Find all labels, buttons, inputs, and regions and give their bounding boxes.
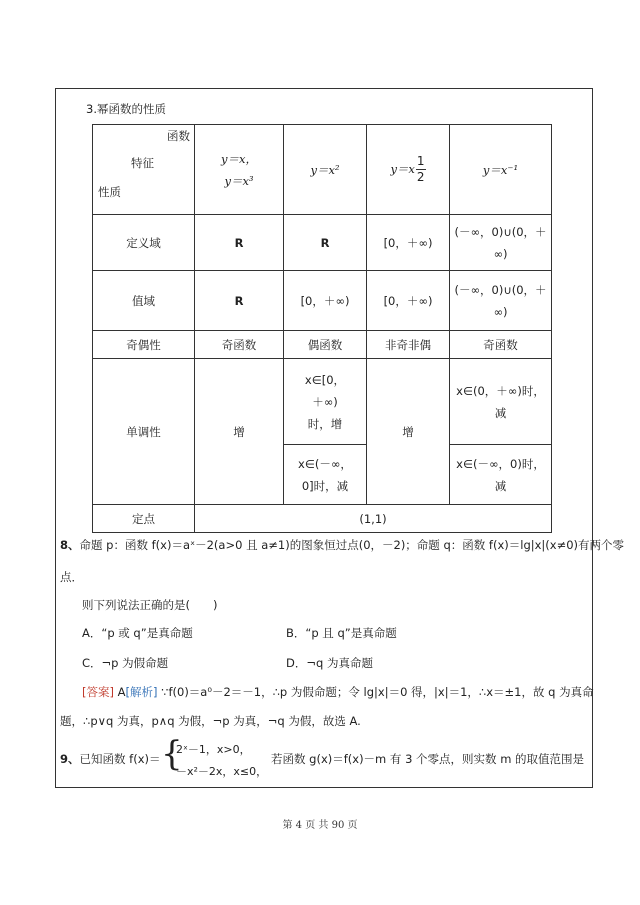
section-title: 3.幂函数的性质	[86, 102, 166, 116]
q8-analysis-line2: 题，∴p∨q 为真，p∧q 为假，¬p 为真，¬q 为假，故选 A.	[60, 714, 361, 728]
row-label-range: 值域	[93, 271, 195, 331]
q8-option-a: A．“p 或 q”是真命题	[82, 626, 193, 640]
answer-value: A	[117, 685, 126, 699]
header-mid: 特征	[131, 156, 154, 170]
header-bottom: 性质	[98, 185, 121, 199]
row-label-monotonicity: 单调性	[93, 359, 195, 505]
row-label-fixed-point: 定点	[93, 505, 195, 533]
q8-line1: 8、命题 p：函数 f(x)＝aˣ－2(a>0 且 a≠1)的图象恒过点(0，－2)；命题 q：函数 f(x)＝lg|x|(x≠0)有两个零	[60, 538, 625, 552]
content-frame	[55, 88, 625, 788]
q8-option-b: B．“p 且 q”是真命题	[286, 626, 397, 640]
col-head-3: y＝x $\frac{1}{2}$	[367, 125, 450, 215]
header-top: 函数	[167, 129, 190, 143]
power-function-table: 函数 特征 性质 y＝x， y＝x³ y＝x² y＝x $\frac{1}{2}$ y＝x⁻¹ 定义域 R R [0，＋∞) (－∞，0)∪(0，＋ ∞) 值域 R [0，＋∞) [0，＋∞) (－∞，0)∪(0，＋ ∞) 奇偶性 奇函数 偶函数 非奇非偶 奇函数 单调性 增 x∈[0， ＋∞) 时，增 增 x∈(0，＋∞)时， 减 x∈(－∞， 0]时，减 x∈(－∞，0)时， 减 定点 (1,1)	[92, 124, 552, 533]
piecewise-brace: {	[161, 734, 183, 774]
q9-number: 9、	[60, 752, 80, 766]
q8-prompt: 则下列说法正确的是( )	[82, 598, 218, 612]
q8-option-c: C．¬p 为假命题	[82, 656, 169, 670]
q9-case2: －x²－2x，x≤0，	[176, 765, 268, 778]
answer-tag: [答案]	[82, 685, 114, 699]
row-label-domain: 定义域	[93, 215, 195, 271]
q9-lead: 9、已知函数 f(x)＝	[60, 752, 161, 766]
col-head-4: y＝x⁻¹	[450, 125, 552, 215]
page-footer: 第 4 页 共 90 页	[282, 820, 358, 831]
row-label-parity: 奇偶性	[93, 331, 195, 359]
analysis-tag: [解析]	[125, 685, 158, 699]
col-head-2: y＝x²	[284, 125, 367, 215]
col-head-1: y＝x， y＝x³	[195, 125, 284, 215]
q8-option-d: D．¬q 为真命题	[286, 656, 373, 670]
q8-number: 8、	[60, 538, 80, 552]
q8-line2: 点．	[60, 570, 83, 584]
q9-case1: 2ˣ－1，x>0，	[176, 743, 251, 756]
q9-rest: 若函数 g(x)＝f(x)－m 有 3 个零点，则实数 m 的取值范围是	[271, 752, 585, 766]
q8-analysis-line1: [答案] A[解析] ∵f(0)＝a⁰－2＝－1，∴p 为假命题；令 lg|x|＝0 得，|x|＝1，∴x＝±1，故 q 为真命	[82, 685, 594, 699]
header-diagonal-cell	[93, 125, 195, 215]
